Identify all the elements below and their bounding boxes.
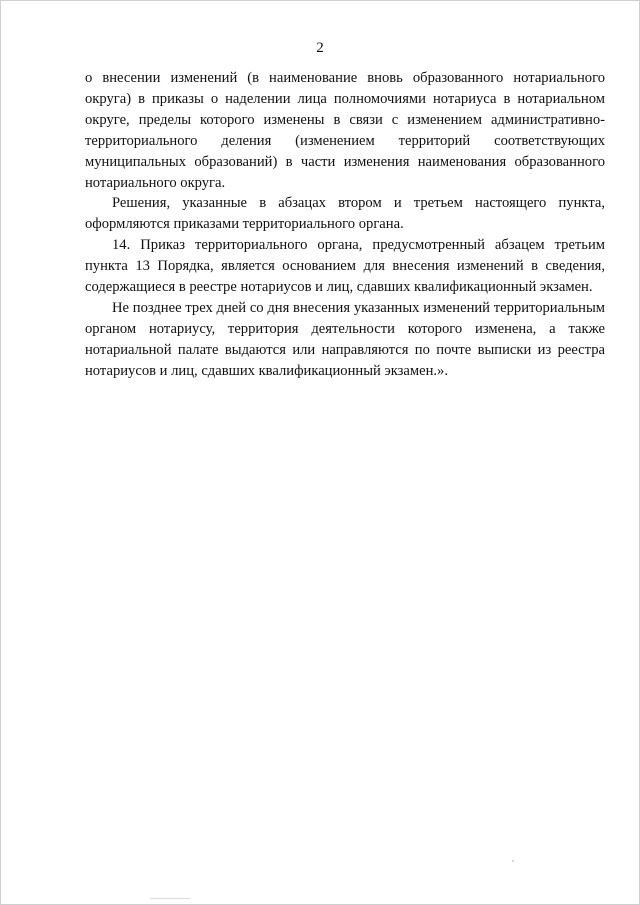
- paragraph-line: Решения, указанные в абзацах втором и третьем настоящего пункта,: [112, 195, 605, 212]
- paragraph-line: округа) в приказы о наделении лица полномочиями нотариуса в нотариальном: [85, 90, 605, 107]
- paragraph-line: содержащиеся в реестре нотариусов и лиц, сдавших квалификационный экзамен.: [85, 279, 593, 296]
- paragraph-3: [85, 235, 605, 298]
- paragraph-line: о внесении изменений (в наименование вновь образованного нотариального: [85, 70, 605, 86]
- paragraph-line: округе, пределы которого изменены в связи с изменением административно-: [85, 111, 605, 128]
- paragraph-line: органом нотариусу, территория деятельности которого изменена, а также: [85, 320, 605, 337]
- document-body: [85, 68, 605, 382]
- paragraph-line: 14. Приказ территориального органа, предусмотренный абзацем третьим: [112, 237, 605, 254]
- paragraph-line: пункта 13 Порядка, является основанием для внесения изменений в сведения,: [85, 258, 605, 275]
- paragraph-line: нотариальной палате выдаются или направляются по почте выписки из реестра: [85, 341, 605, 358]
- paragraph-1: [85, 68, 605, 193]
- paragraph-2: [85, 193, 605, 235]
- scan-speck: [150, 898, 190, 899]
- scan-speck: [512, 860, 514, 862]
- paragraph-line: муниципальных образований) в части изменения наименования образованного: [85, 153, 605, 170]
- paragraph-4: [85, 298, 605, 382]
- paragraph-line: территориального деления (изменением территорий соответствующих: [85, 132, 605, 149]
- paragraph-line: нотариусов и лиц, сдавших квалификационный экзамен.».: [85, 362, 449, 379]
- paragraph-line: Не позднее трех дней со дня внесения указанных изменений территориальным: [112, 299, 605, 316]
- paragraph-line: оформляются приказами территориального органа.: [85, 216, 404, 233]
- page-number: 2: [316, 40, 324, 56]
- paragraph-line: нотариального округа.: [85, 174, 226, 191]
